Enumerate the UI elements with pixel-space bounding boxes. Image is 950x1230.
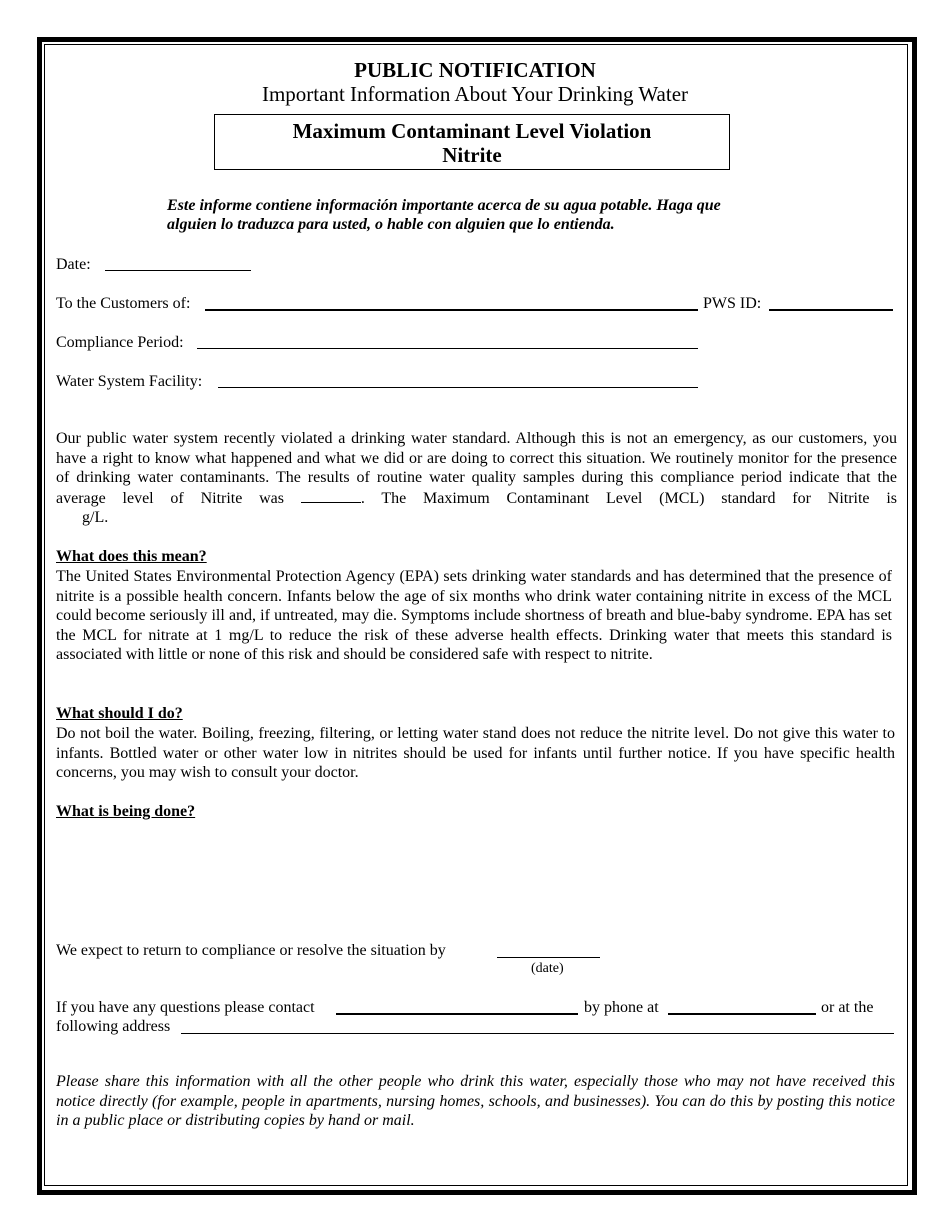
pws-id-label: PWS ID:	[703, 295, 762, 312]
violation-type: Maximum Contaminant Level Violation	[292, 119, 652, 143]
contact-text-3: or at the	[821, 999, 874, 1016]
heading-what-is-being-done: What is being done?	[56, 803, 196, 820]
date-label: Date:	[56, 256, 91, 273]
contact-text-1: If you have any questions please contact	[56, 999, 315, 1016]
date-field[interactable]	[105, 270, 251, 271]
contact-name-field[interactable]	[336, 1013, 578, 1015]
meaning-paragraph: The United States Environmental Protection Agency (EPA) sets drinking water standards and has determined that the presence of nitrite is a possible health concern. Infants below the age of six months who drink water containing nitrite in excess of the MCL could become seriously ill and, if untreated, may die. Symptoms include shortness of breath and blue-baby syndrome. EPA has set the MCL for nitrate at 1 mg/L to reduce the risk of these adverse health effects. Drinking water that meets this standard is associated with little or none of this risk and should be considered safe with respect to nitrite.	[56, 568, 892, 664]
intro-text: Our public water system recently violated a drinking water standard. Although this is not an emergency, as our customers, you have a right to know what happened and what we did or are doing to correct this situation. We routinely monitor for the presence of drinking water contaminants. The results of routine water quality samples during this compliance period indicate that the average level of Nitrite was	[56, 430, 897, 507]
heading-what-should-i-do: What should I do?	[56, 705, 183, 722]
customers-field[interactable]	[205, 309, 698, 311]
facility-field[interactable]	[218, 387, 698, 388]
spanish-notice-line2: alguien lo traduzca para usted, o hable con alguien que lo entienda.	[167, 216, 615, 233]
spanish-notice-line1: Este informe contiene información importante acerca de su agua potable. Haga que	[167, 197, 721, 214]
nitrite-level-blank[interactable]	[301, 488, 361, 503]
contact-text-4: following address	[56, 1018, 171, 1035]
contaminant-name: Nitrite	[442, 143, 502, 167]
intro-text-after: . The Maximum Contaminant Level (MCL) standard for Nitrite is	[360, 489, 898, 507]
compliance-period-field[interactable]	[197, 348, 698, 349]
violation-box	[214, 114, 730, 170]
compliance-period-label: Compliance Period:	[56, 334, 184, 351]
date-caption: (date)	[531, 961, 564, 976]
heading-what-does-this-mean: What does this mean?	[56, 548, 207, 565]
action-paragraph: Do not boil the water. Boiling, freezing, filtering, or letting water stand does not reduce the nitrite level. Do not give this water to infants. Bottled water or other water low in nitrites should be used for infants until further notice. If you have specific health concerns, you may wish to consult your doctor.	[56, 725, 895, 782]
share-notice: Please share this information with all the other people who drink this water, especially those who may not have received this notice directly (for example, people in apartments, nursing homes, schools, and businesses). You can do this by posting this notice in a public place or distributing copies by hand or mail.	[56, 1073, 895, 1130]
contact-address-field[interactable]	[181, 1033, 894, 1034]
compliance-text: We expect to return to compliance or resolve the situation by	[56, 942, 446, 959]
notice-title: PUBLIC NOTIFICATION	[354, 58, 596, 82]
intro-unit: g/L.	[82, 509, 109, 526]
pws-id-field[interactable]	[769, 309, 893, 311]
contact-phone-field[interactable]	[668, 1013, 816, 1015]
customers-label: To the Customers of:	[56, 295, 191, 312]
intro-paragraph	[56, 429, 897, 508]
notice-subtitle: Important Information About Your Drinking Water	[261, 82, 689, 106]
compliance-date-field[interactable]	[497, 957, 600, 958]
contact-text-2: by phone at	[584, 999, 659, 1016]
facility-label: Water System Facility:	[56, 373, 203, 390]
